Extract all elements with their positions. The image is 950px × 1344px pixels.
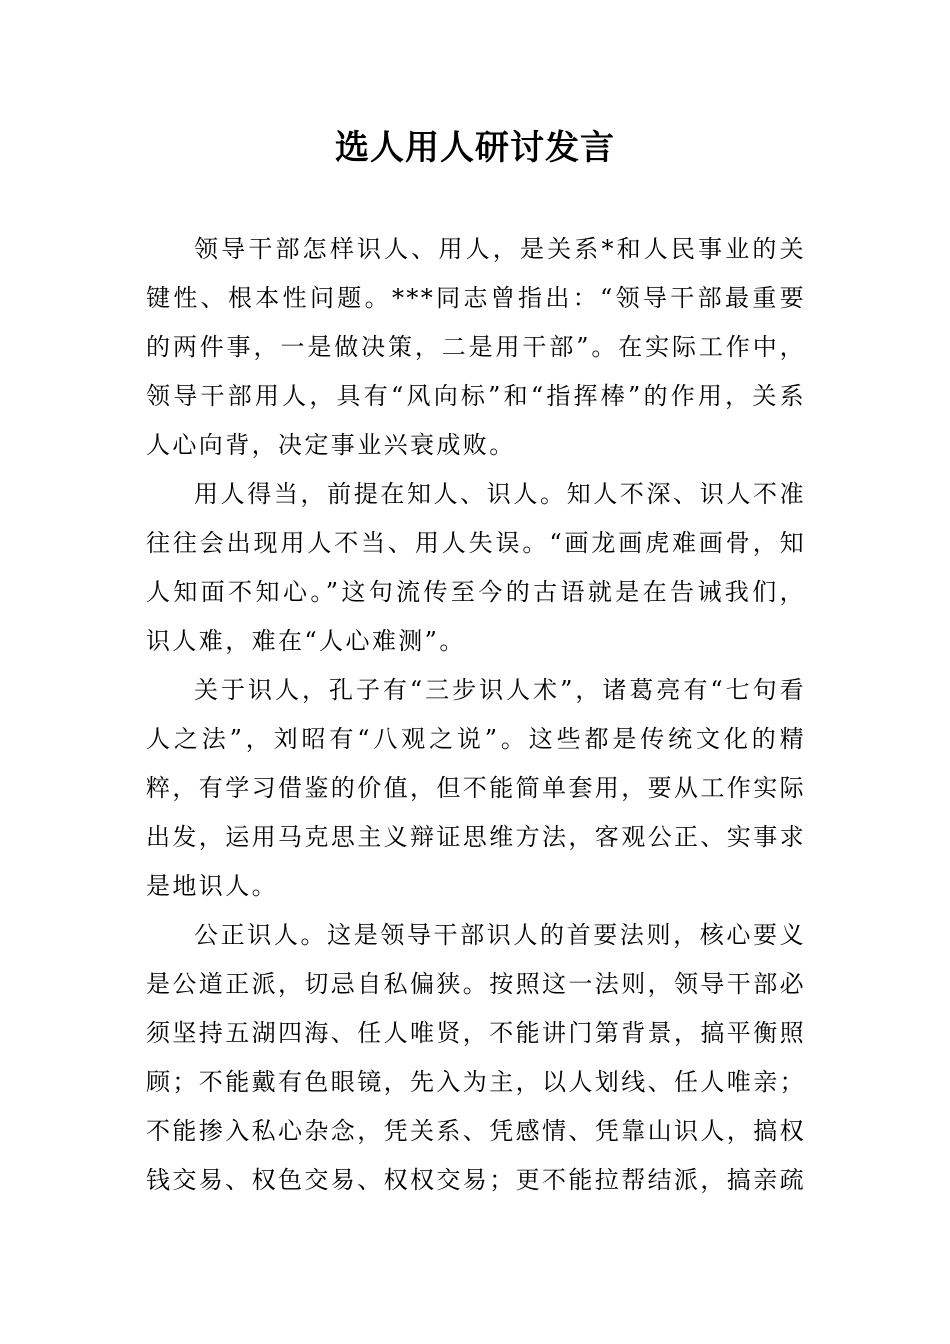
paragraph-2: 用人得当，前提在知人、识人。知人不深、识人不准往往会出现用人不当、用人失误。“画龙画虎难画骨，知人知面不知心。”这句流传至今的古语就是在告诫我们，识人难，难在“人心难测”。	[146, 480, 806, 655]
paragraph-1: 领导干部怎样识人、用人，是关系*和人民事业的关键性、根本性问题。***同志曾指出：“领导干部最重要的两件事，一是做决策，二是用干部”。在实际工作中，领导干部用人，具有“风向标”和“指挥棒”的作用，关系人心向背，决定事业兴衰成败。	[146, 235, 806, 459]
document-body	[146, 225, 806, 1205]
paragraph-4: 公正识人。这是领导干部识人的首要法则，核心要义是公道正派，切忌自私偏狭。按照这一法则，领导干部必须坚持五湖四海、任人唯贤，不能讲门第背景，搞平衡照顾；不能戴有色眼镜，先入为主，以人划线、任人唯亲；不能掺入私心杂念，凭关系、凭感情、凭靠山识人，搞权钱交易、权色交易、权权交易；更不能拉帮结派，搞亲疏	[146, 921, 806, 1194]
paragraph-3: 关于识人，孔子有“三步识人术”，诸葛亮有“七句看人之法”，刘昭有“八观之说”。这些都是传统文化的精粹，有学习借鉴的价值，但不能简单套用，要从工作实际出发，运用马克思主义辩证思维方法，客观公正、实事求是地识人。	[146, 676, 806, 900]
document-title: 选人用人研讨发言	[335, 128, 615, 168]
